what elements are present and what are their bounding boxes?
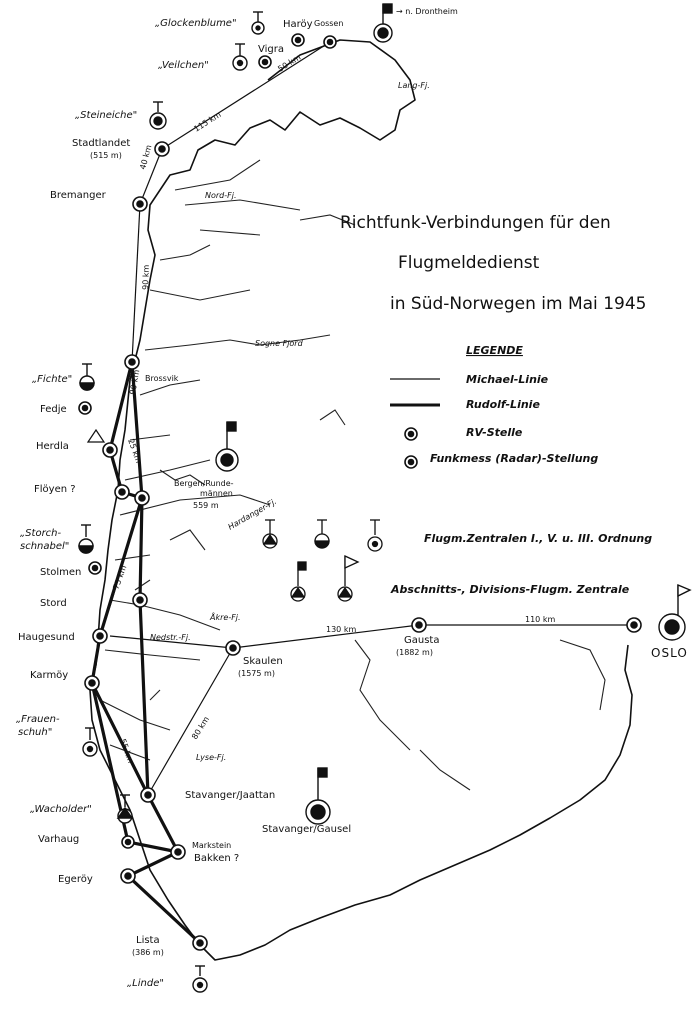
radar-symbols (79, 4, 690, 992)
label-frauen-2: schuh" (18, 727, 53, 738)
rv-markstein (171, 845, 185, 859)
dist-55: 55 km (118, 737, 136, 765)
label-hardanger: Hardanger-Fj. (226, 496, 279, 532)
rv-haugesund (93, 629, 107, 643)
central-bergen (216, 422, 238, 471)
label-lysefj: Lyse-Fj. (196, 753, 227, 762)
label-lista-h: (386 m) (132, 948, 164, 957)
title-line-1: Richtfunk-Verbindungen für den (340, 213, 611, 233)
radar-steineiche (150, 102, 166, 129)
label-linde: „Linde" (127, 978, 164, 989)
coastline (90, 40, 632, 960)
legend-abschnitt: Abschnitts-, Divisions-Flugm. Zentrale (391, 583, 630, 596)
legend-rv: RV-Stelle (466, 426, 523, 439)
rv-stadtlandet (155, 142, 169, 156)
rv-gausta (412, 618, 426, 632)
label-skaulen: Skaulen (243, 656, 283, 667)
rv-bergen (135, 491, 149, 505)
radar-fichte (80, 364, 94, 390)
rv-floyen (115, 485, 129, 499)
title-line-3: in Süd-Norwegen im Mai 1945 (390, 294, 647, 314)
dist-130: 130 km (326, 625, 357, 634)
label-bergen-h: 559 m (193, 501, 219, 510)
rv-stavanger (141, 788, 155, 802)
label-drontheim: → n. Drontheim (396, 7, 458, 16)
label-vigra: Vigra (258, 44, 284, 55)
label-wacholder: „Wacholder" (30, 804, 92, 815)
dist-90b: 90 km (128, 369, 142, 396)
label-skaulen-h: (1575 m) (238, 669, 275, 678)
label-sognefjord: Sogne Fjord (255, 339, 303, 348)
label-haroy: Haröy (283, 19, 313, 30)
rv-stations (79, 34, 641, 950)
label-langfj: Lang-Fj. (398, 81, 430, 90)
legend-zentralen: Flugm.Zentralen I., V. u. III. Ordnung (424, 532, 653, 545)
label-steineiche: „Steineiche" (75, 110, 138, 121)
label-stolmen: Stolmen (40, 567, 82, 578)
rv-bremanger (133, 197, 147, 211)
rv-karmoy (85, 676, 99, 690)
rv-brossvik (125, 355, 139, 369)
label-bergen: Bergen/Runde- (174, 479, 234, 488)
dist-75: 75 km (111, 563, 129, 591)
dist-50: 50 km (276, 52, 303, 74)
label-frauen: „Frauen- (16, 714, 60, 725)
label-brossvik: Brossvik (145, 374, 179, 383)
radar-storch (79, 525, 93, 553)
title-line-2: Flugmeldedienst (398, 253, 540, 273)
dist-115: 115 km (192, 110, 223, 134)
label-stadtlandet-h: (515 m) (90, 151, 122, 160)
label-akrefj: Åkre-Fj. (210, 613, 241, 622)
legend-heading: LEGENDE (466, 344, 523, 357)
central-gossen (374, 4, 392, 42)
label-bremanger: Bremanger (50, 190, 106, 201)
label-stavanger-g: Stavanger/Gausel (262, 824, 352, 835)
label-gausta-h: (1882 m) (396, 648, 433, 657)
relay-links (92, 42, 634, 943)
rv-skaulen (226, 641, 240, 655)
label-nordfj: Nord-Fj. (205, 191, 237, 200)
rv-oslo-relay (627, 618, 641, 632)
label-storch-2: schnabel" (20, 541, 70, 552)
label-glockenblume: „Glockenblume" (155, 18, 237, 29)
label-lista: Lista (136, 935, 160, 946)
triangle-marker (88, 430, 104, 442)
rv-lista (193, 936, 207, 950)
dist-25: 25 km (126, 437, 144, 465)
label-egeroy: Egeröy (58, 874, 93, 885)
legend-rudolf: Rudolf-Linie (466, 398, 540, 411)
label-fedje: Fedje (40, 404, 67, 415)
dist-40: 40 km (138, 143, 154, 171)
label-veilchen: „Veilchen" (158, 60, 209, 71)
label-herdla: Herdla (36, 441, 69, 452)
radar-linde (193, 966, 207, 992)
label-haugesund: Haugesund (18, 632, 75, 643)
rv-vigra (259, 56, 271, 68)
label-floyen: Flöyen ? (34, 484, 76, 495)
label-stord: Stord (40, 598, 67, 609)
rv-stord (133, 593, 147, 607)
rv-herdla (103, 443, 117, 457)
dist-90: 90 km (141, 264, 151, 291)
radar-glockenblume (252, 12, 264, 34)
label-fichte: „Fichte" (32, 374, 73, 385)
radar-veilchen (233, 44, 247, 70)
label-bergen-2: männen (200, 489, 233, 498)
label-nedstrfj: Nedstr.-Fj. (150, 633, 191, 642)
rv-haroy (292, 34, 304, 46)
legend-michael: Michael-Linie (466, 373, 549, 386)
rv-stolmen (89, 562, 101, 574)
dist-110: 110 km (525, 615, 556, 624)
label-karmoy: Karmöy (30, 670, 69, 681)
label-gausta: Gausta (404, 635, 440, 646)
rv-varhaug (122, 836, 134, 848)
rv-egeroy (121, 869, 135, 883)
rv-fedje (79, 402, 91, 414)
legend-funkmess: Funkmess (Radar)-Stellung (430, 452, 599, 465)
label-oslo: OSLO (651, 646, 688, 660)
central-stavanger-gausel (306, 768, 330, 824)
label-gossen: Gossen (314, 19, 344, 28)
dist-80: 80 km (190, 714, 212, 742)
central-oslo (659, 585, 690, 640)
rv-gossen (324, 36, 336, 48)
label-stavanger-j: Stavanger/Jaattan (185, 790, 276, 801)
label-stadtlandet: Stadtlandet (72, 138, 131, 149)
label-varhaug: Varhaug (38, 834, 80, 845)
label-bakken: Bakken ? (194, 853, 240, 864)
legend (263, 379, 440, 601)
label-markstein: Markstein (192, 841, 232, 850)
label-storch: „Storch- (20, 528, 62, 539)
